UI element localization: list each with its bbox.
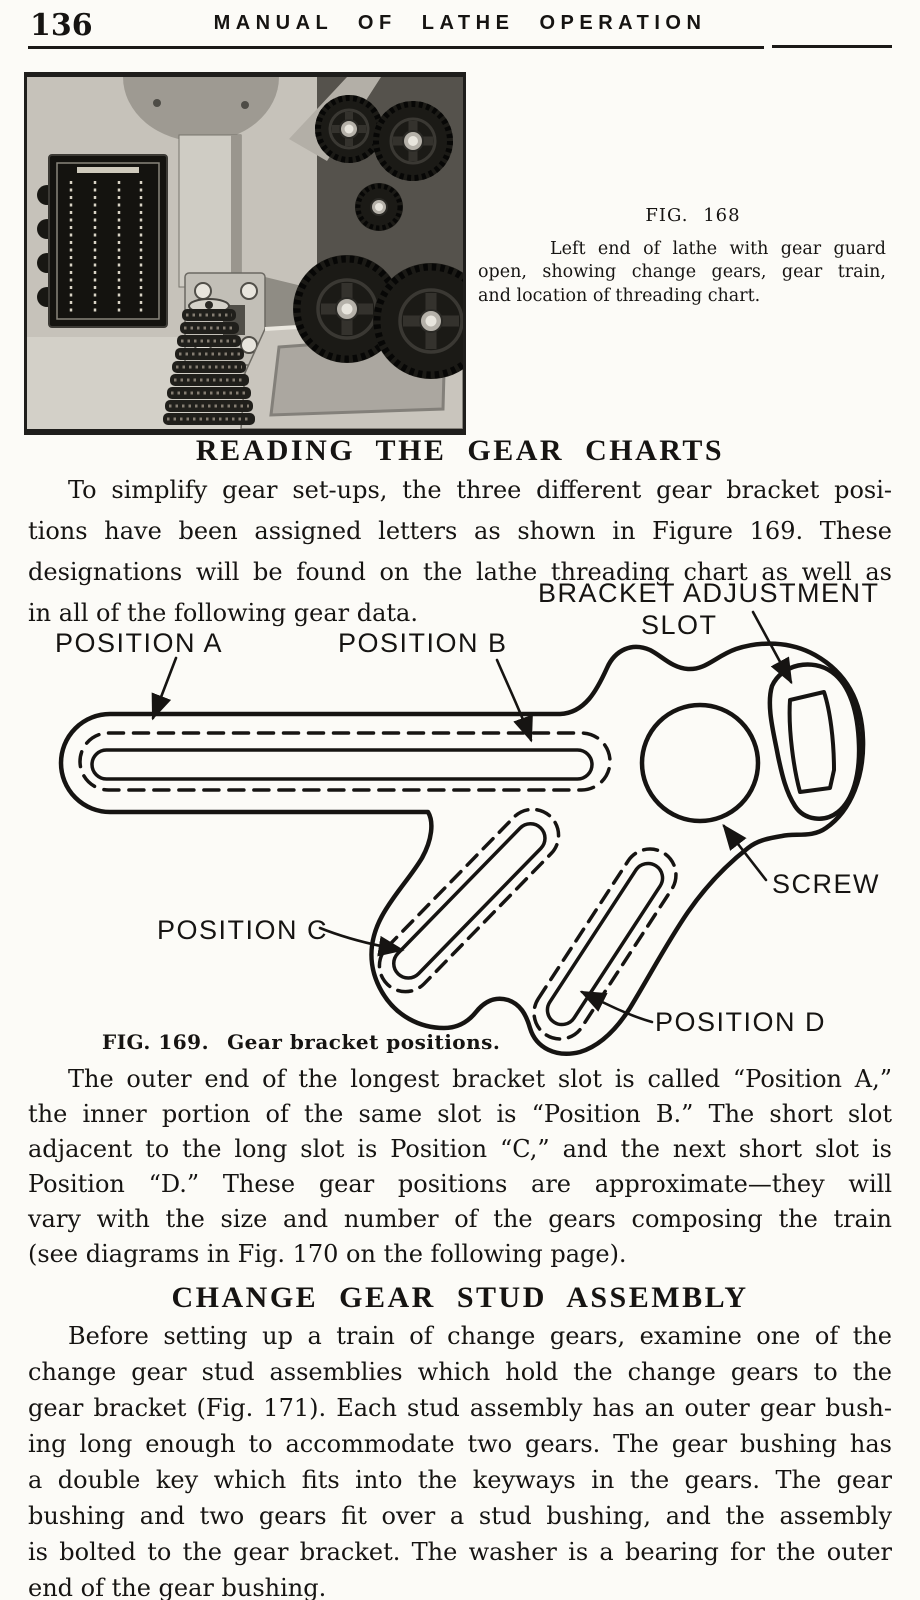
fig169-caption-text: Gear bracket positions. <box>227 1030 501 1054</box>
adjustment-slot-boss <box>770 664 859 818</box>
caption-line: open, showing change gears, gear train, <box>478 262 886 282</box>
text-line: ing long enough to accommodate two gears. The gear bushing has <box>28 1430 892 1458</box>
fig168-label: FIG. 168 <box>645 205 741 226</box>
text-line: vary with the size and number of the gears composing the train <box>28 1205 892 1233</box>
position-a-label: POSITION A <box>55 628 224 658</box>
text-line: tions have been assigned letters as shown in Figure 169. These <box>28 517 892 545</box>
position-b-label: POSITION B <box>338 628 508 658</box>
caption-line: Left end of lathe with gear guard <box>550 238 886 259</box>
section-heading-change-gear-stud-assembly: CHANGE GEAR STUD ASSEMBLY <box>171 1281 749 1314</box>
idler-gear <box>355 183 403 231</box>
paragraph-1 <box>28 470 892 634</box>
slot-c <box>388 818 551 984</box>
text-line: end of the gear bushing. <box>28 1574 327 1600</box>
bracket-adjustment-label: BRACKET ADJUSTMENT <box>538 578 880 608</box>
running-title: MANUAL OF LATHE OPERATION <box>213 12 707 34</box>
paragraph-2 <box>28 1062 892 1272</box>
text-line: change gear stud assemblies which hold the change gears to the <box>28 1358 892 1386</box>
text-line: adjacent to the long slot is Position “C,” and the next short slot is <box>28 1135 892 1163</box>
slot-ab-dashed <box>80 733 610 790</box>
section-heading-reading-gear-charts: READING THE GEAR CHARTS <box>195 434 725 467</box>
position-d-label: POSITION D <box>655 1007 827 1037</box>
fig169-label: FIG. 169. <box>102 1030 210 1054</box>
text-line: gear bracket (Fig. 171). Each stud assembly has an outer gear bush- <box>28 1394 892 1422</box>
text-line: bushing and two gears fit over a stud bushing, and the assembly <box>28 1502 892 1530</box>
caption-line: and location of threading chart. <box>478 285 761 306</box>
adjustment-slot <box>790 692 834 792</box>
header-rule-segment <box>772 45 892 48</box>
bracket-adjustment-slot-label: SLOT <box>641 610 718 640</box>
page-number: 136 <box>30 8 93 43</box>
text-line: (see diagrams in Fig. 170 on the following page). <box>28 1240 627 1268</box>
slot-d-dashed <box>524 839 686 1049</box>
fig168-caption <box>478 204 886 308</box>
text-line: a double key which fits into the keyways in the gears. The gear <box>28 1466 892 1494</box>
leader-arrows <box>153 612 791 1022</box>
text-line: The outer end of the longest bracket slot is called “Position A,” <box>68 1065 892 1093</box>
text-line: in all of the following gear data. <box>28 599 418 627</box>
paragraph-3 <box>28 1318 892 1600</box>
header-rule <box>28 46 764 49</box>
change-gear <box>373 101 453 181</box>
change-gear <box>315 95 383 163</box>
position-c-label: POSITION C <box>157 915 329 945</box>
text-line: To simplify gear set-ups, the three different gear bracket posi- <box>68 476 892 504</box>
text-line: Position “D.” These gear positions are approximate—they will <box>28 1170 892 1198</box>
gear-bracket-outline <box>61 644 863 1054</box>
screw-label: SCREW <box>772 869 880 899</box>
slot-d <box>542 858 668 1030</box>
text-line: the inner portion of the same slot is “Position B.” The short slot <box>28 1100 892 1128</box>
screw-hole <box>642 705 758 821</box>
fig168-photo <box>24 72 466 435</box>
slot-ab <box>92 750 592 779</box>
text-line: is bolted to the gear bracket. The washer is a bearing for the outer <box>28 1538 892 1566</box>
text-line: Before setting up a train of change gears, examine one of the <box>68 1322 892 1350</box>
slot-c-dashed <box>369 799 570 1003</box>
fig169-caption <box>102 1030 500 1054</box>
text-line: designations will be found on the lathe threading chart as well as <box>28 558 892 586</box>
threading-chart-plate <box>37 155 167 327</box>
